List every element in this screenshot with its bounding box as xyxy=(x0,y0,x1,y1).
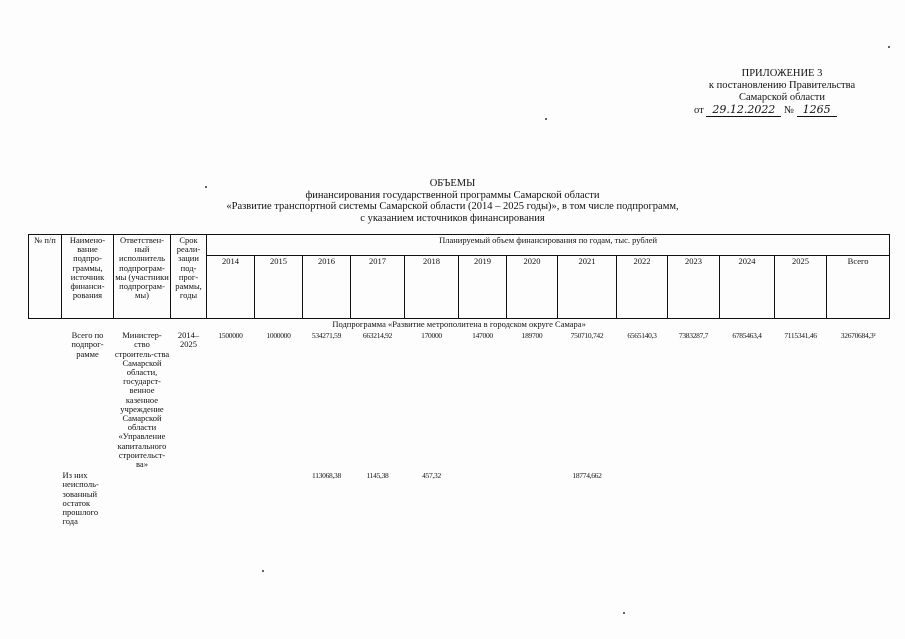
value-cell xyxy=(668,470,720,527)
row-executor: Министер-ство строитель-ства Самарской области, государст-венное казенное учреждение Самарской области «Управление капитального строительст-ва» xyxy=(114,330,170,470)
value-cell: 1500000 xyxy=(218,331,243,341)
document-title xyxy=(0,178,905,224)
header-planned: Планируемый объем финансирования по годам, тыс. рублей xyxy=(207,235,890,256)
value-cell: 1145,38 xyxy=(366,471,389,481)
value-cell: 534271,59 xyxy=(311,331,342,341)
subprogram-title: Подпрограмма «Развитие метрополитена в городском округе Самара» xyxy=(29,319,890,331)
row-number xyxy=(29,470,62,527)
value-cell: 7115341,46 xyxy=(784,331,817,341)
year-header: 2014 xyxy=(207,256,255,319)
value-cell: 18774,662 xyxy=(572,471,602,481)
value-cell: 1000000 xyxy=(266,331,291,341)
year-header: 2024 xyxy=(720,256,775,319)
handwritten-date: 29.12.2022 xyxy=(706,103,781,117)
value-cell: 750710,742 xyxy=(570,331,604,341)
header-name: Наимено-вание подпро-граммы, источник финанси-рования xyxy=(62,235,114,319)
scan-speck xyxy=(205,186,207,188)
year-header: 2017 xyxy=(351,256,405,319)
value-cell xyxy=(720,470,775,527)
year-header: 2018 xyxy=(405,256,459,319)
appendix-region: Самарской области xyxy=(739,92,825,103)
table-row xyxy=(29,330,890,470)
value-cell: 170000 xyxy=(421,331,442,341)
title-line-1: ОБЪЕМЫ xyxy=(429,178,476,189)
value-cell xyxy=(255,470,303,527)
row-number xyxy=(29,330,62,470)
financing-table xyxy=(28,234,890,527)
year-header: 2023 xyxy=(668,256,720,319)
header-num: № п/п xyxy=(29,235,62,319)
scan-speck xyxy=(262,570,264,572)
year-header: 2019 xyxy=(459,256,507,319)
value-cell xyxy=(617,470,668,527)
scan-speck xyxy=(545,118,547,120)
year-header: 2022 xyxy=(617,256,668,319)
year-header: 2025 xyxy=(775,256,827,319)
appendix-block xyxy=(692,68,872,117)
header-executor: Ответствен-ный исполнитель подпрограм-мы (участники подпрограм-мы) xyxy=(114,235,171,319)
value-cell xyxy=(775,470,827,527)
title-line-2: финансирования государственной программы Самарской области xyxy=(305,189,600,201)
value-cell: 6785463,4 xyxy=(732,331,762,341)
value-cell xyxy=(207,470,255,527)
value-cell: 457,32 xyxy=(422,471,441,481)
row-name: Всего по подпрог-рамме xyxy=(71,330,104,359)
value-cell: 663214,92 xyxy=(362,331,393,341)
handwritten-number: 1265 xyxy=(797,103,837,117)
header-term: Срок реали-зации под-прог-раммы, годы xyxy=(171,235,207,319)
row-term: 2014–2025 xyxy=(177,330,200,350)
title-line-4: с указанием источников финансирования xyxy=(360,212,545,224)
number-label: № xyxy=(783,105,794,116)
appendix-title: ПРИЛОЖЕНИЕ 3 xyxy=(741,68,823,79)
row-term xyxy=(171,470,207,527)
scan-speck xyxy=(623,612,625,614)
value-cell xyxy=(459,470,507,527)
title-line-3: «Развитие транспортной системы Самарской области (2014 – 2025 годы)», в том числе подпрограмм, xyxy=(226,201,679,212)
table-row xyxy=(29,470,890,527)
value-cell xyxy=(507,470,558,527)
value-cell: 147000 xyxy=(472,331,493,341)
value-cell: 7383287,7 xyxy=(678,331,709,341)
value-cell: 113068,38 xyxy=(312,471,341,481)
appendix-subtitle: к постановлению Правительства xyxy=(708,80,856,91)
from-label: от xyxy=(694,105,704,116)
scan-speck xyxy=(888,46,890,48)
total-header: Всего xyxy=(827,256,890,319)
year-header: 2020 xyxy=(507,256,558,319)
total-cell xyxy=(827,470,890,527)
row-name: Из них неисполь-зованный остаток прошлого года xyxy=(62,470,99,527)
value-cell: 189700 xyxy=(521,331,543,341)
total-cell: 32670684,3² xyxy=(840,331,876,341)
value-cell: 6565140,3 xyxy=(627,331,657,341)
appendix-signature-line xyxy=(692,104,872,117)
year-header: 2015 xyxy=(255,256,303,319)
row-executor xyxy=(114,470,171,527)
year-header: 2016 xyxy=(303,256,351,319)
year-header: 2021 xyxy=(558,256,617,319)
